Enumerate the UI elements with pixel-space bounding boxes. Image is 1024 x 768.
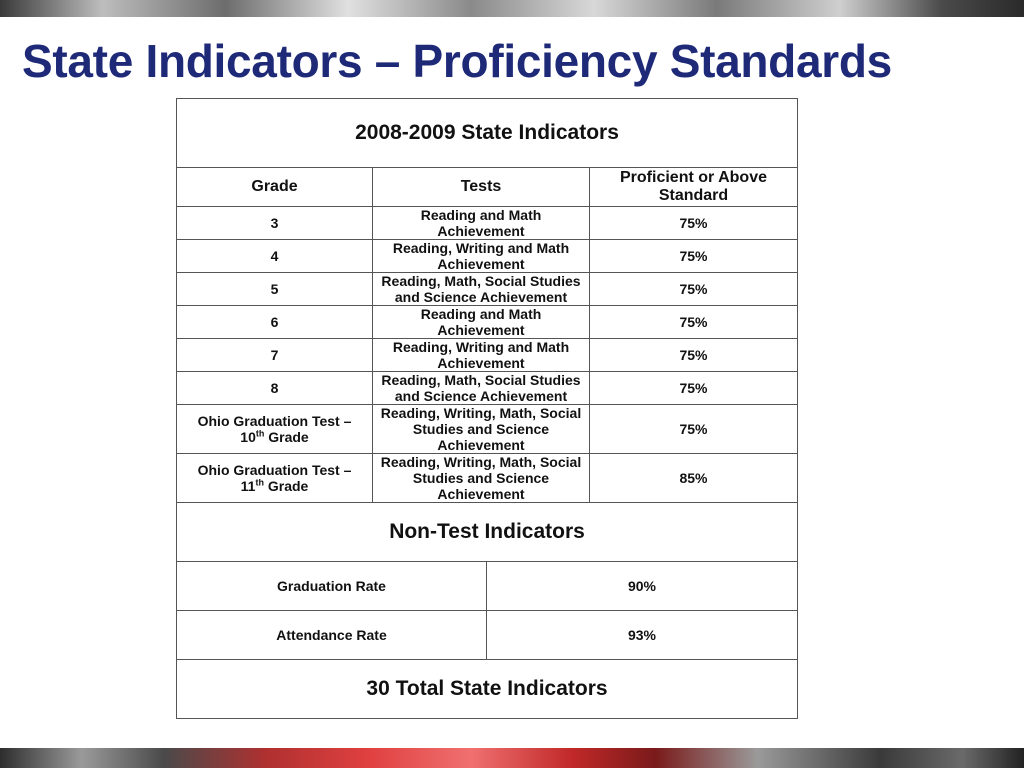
standard-cell: 75% [590, 405, 798, 454]
standard-cell: 75% [590, 273, 798, 306]
header-grade: Grade [177, 168, 373, 207]
table-title: 2008-2009 State Indicators [177, 99, 798, 168]
header-standard: Proficient or Above Standard [590, 168, 798, 207]
top-decorative-band [0, 0, 1024, 17]
table-row [177, 562, 798, 611]
non-test-value: 90% [487, 562, 798, 611]
non-test-value: 93% [487, 611, 798, 660]
grade-cell: 4 [177, 240, 373, 273]
table-row [177, 339, 798, 372]
slide-title: State Indicators – Proficiency Standards [22, 35, 892, 87]
grade-ordinal: th [255, 428, 265, 439]
state-indicators-table [176, 98, 798, 719]
grade-suffix: Grade [267, 478, 309, 494]
tests-cell: Reading, Writing and Math Achievement [373, 339, 590, 372]
non-test-label: Attendance Rate [177, 611, 487, 660]
header-tests: Tests [373, 168, 590, 207]
table-row [177, 207, 798, 240]
grade-cell: 5 [177, 273, 373, 306]
standard-cell: 75% [590, 240, 798, 273]
grade-cell: 6 [177, 306, 373, 339]
table-row [177, 454, 798, 503]
non-test-title: Non-Test Indicators [177, 503, 798, 562]
tests-cell: Reading, Writing and Math Achievement [373, 240, 590, 273]
standard-cell: 85% [590, 454, 798, 503]
standard-cell: 75% [590, 372, 798, 405]
grade-prefix: Ohio Graduation Test – [197, 462, 352, 478]
tests-cell: Reading, Math, Social Studies and Science Achievement [373, 273, 590, 306]
table-row [177, 240, 798, 273]
table-row [177, 405, 798, 454]
table-row [177, 306, 798, 339]
grade-ordinal: th [255, 477, 264, 488]
standard-cell: 75% [590, 306, 798, 339]
grade-cell: 8 [177, 372, 373, 405]
tests-cell: Reading, Math, Social Studies and Science Achievement [373, 372, 590, 405]
total-indicators: 30 Total State Indicators [177, 660, 798, 719]
grade-number: 11 [240, 478, 256, 494]
bottom-decorative-band [0, 748, 1024, 768]
tests-cell: Reading and Math Achievement [373, 207, 590, 240]
standard-cell: 75% [590, 339, 798, 372]
table-row [177, 372, 798, 405]
grade-number: 10 [240, 429, 256, 445]
tests-cell: Reading and Math Achievement [373, 306, 590, 339]
non-test-label: Graduation Rate [177, 562, 487, 611]
grade-cell: 3 [177, 207, 373, 240]
standard-cell: 75% [590, 207, 798, 240]
table-row [177, 611, 798, 660]
grade-cell: 7 [177, 339, 373, 372]
grade-cell [177, 454, 373, 503]
grade-prefix: Ohio Graduation Test – [197, 413, 352, 429]
grade-suffix: Grade [268, 429, 309, 445]
tests-cell: Reading, Writing, Math, Social Studies and Science Achievement [373, 454, 590, 503]
table-row [177, 273, 798, 306]
tests-cell: Reading, Writing, Math, Social Studies and Science Achievement [373, 405, 590, 454]
grade-cell [177, 405, 373, 454]
